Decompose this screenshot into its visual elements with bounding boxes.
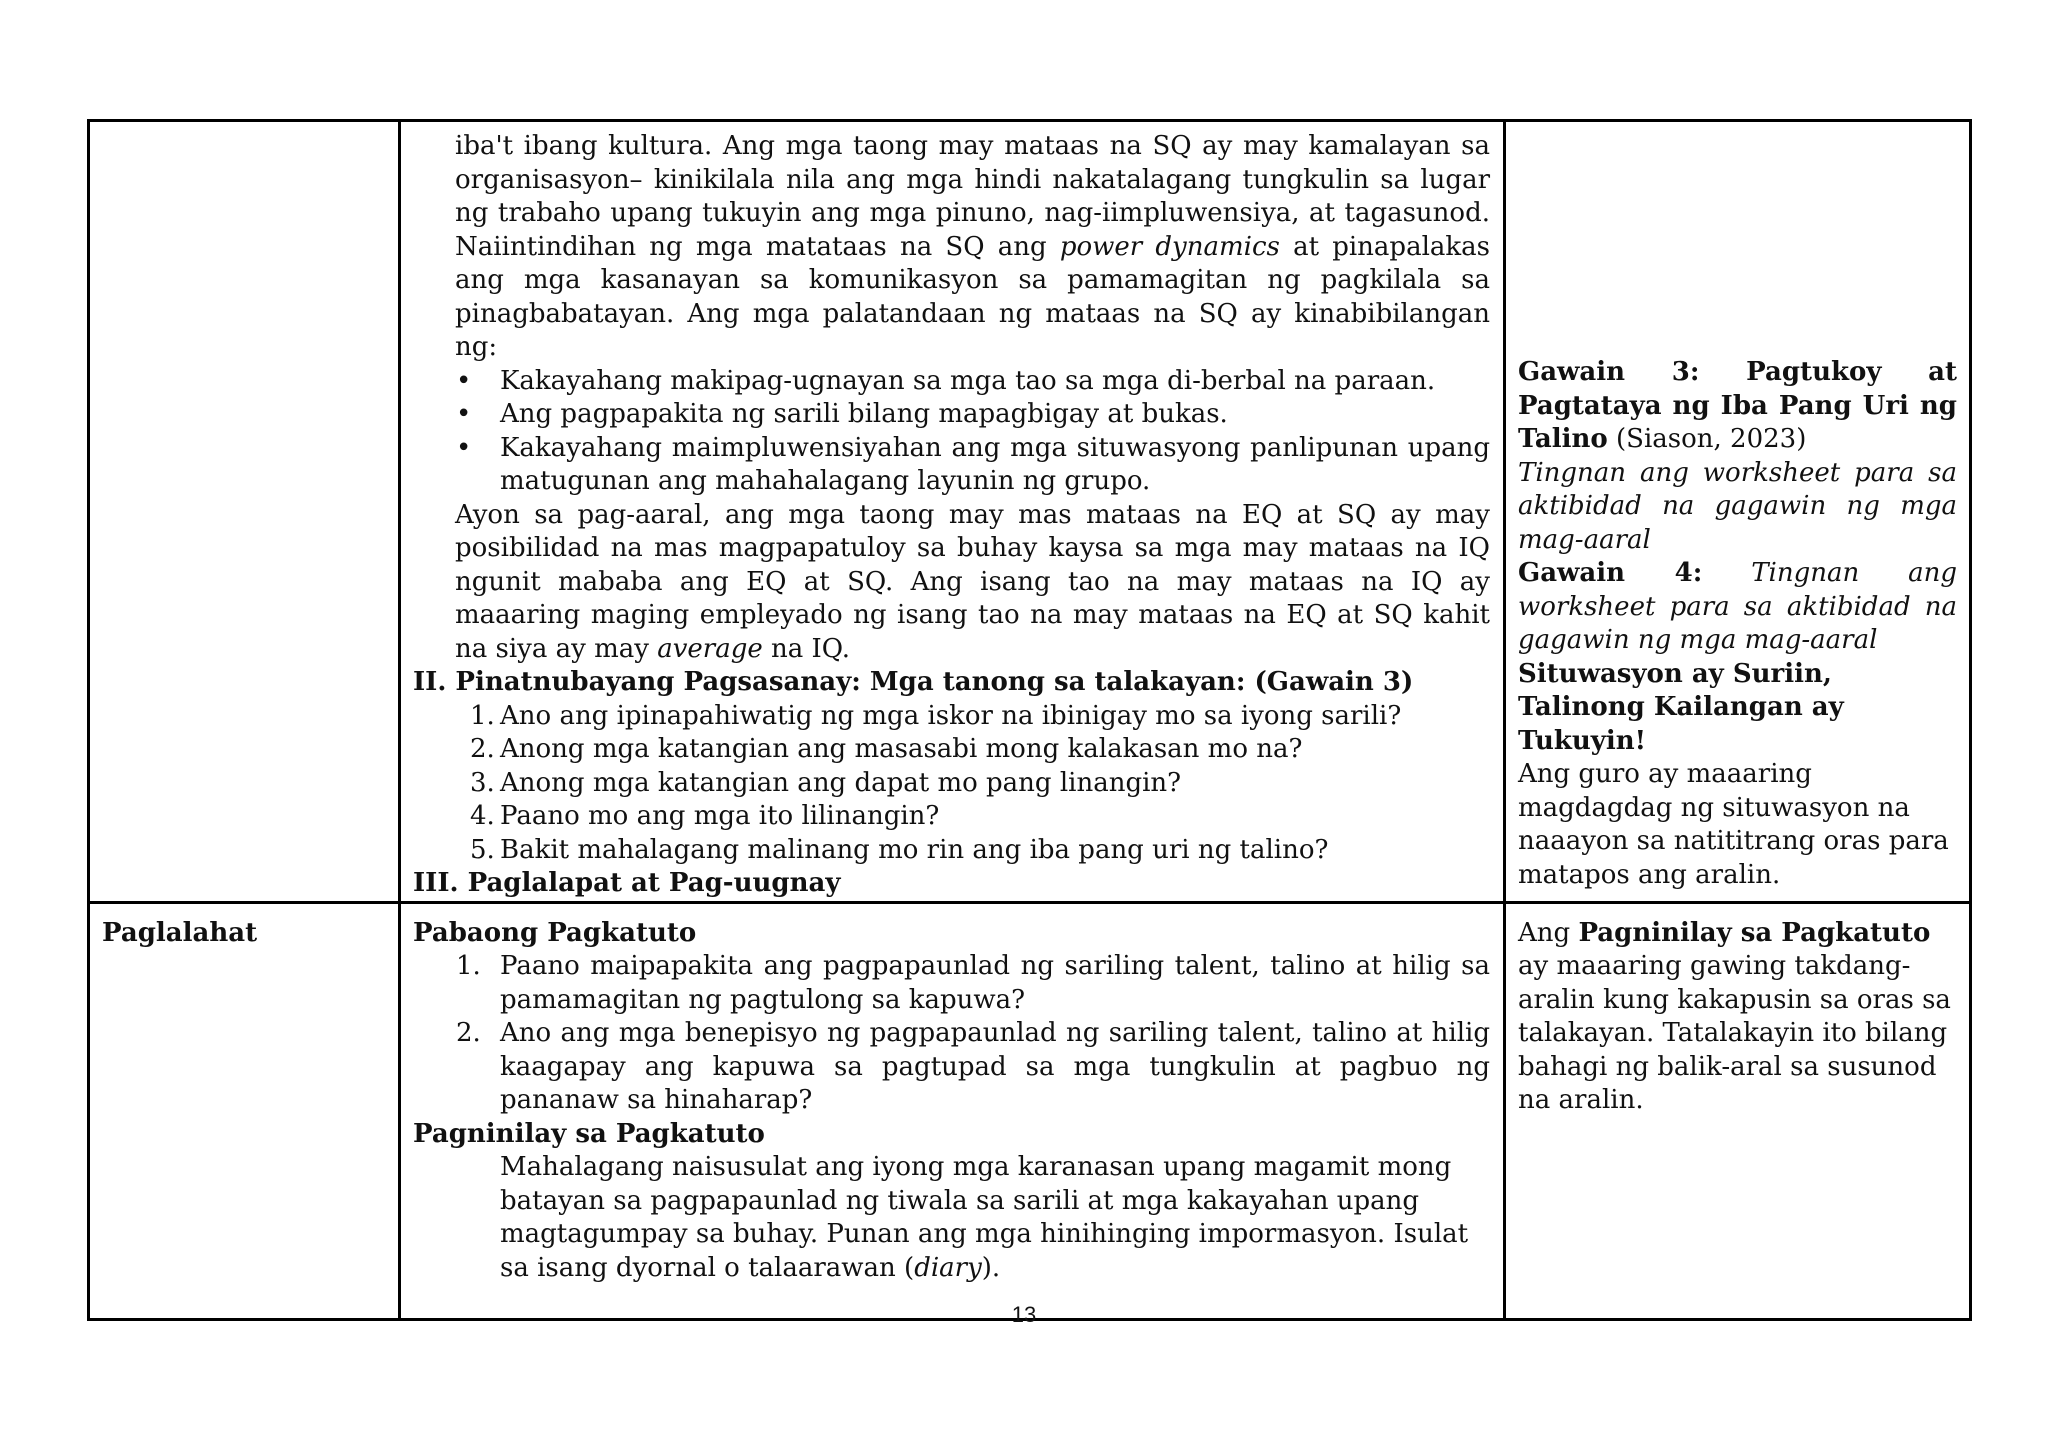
- sq-paragraph: iba't ibang kultura. Ang mga taong may mataas na SQ ay may kamalayan sa organisasyon– kinikilala nila ang mga hindi nakatalagang tungkulin sa lugar ng trabaho upang tukuyin ang mga pinuno, nag-iimpluwensiya, at tagasunod. Naiintindihan ng mga matataas na SQ ang power dynamics at pinapalakas ang mga kasanayan sa komunikasyon sa pamamagitan ng pagkilala sa pinagbabatayan. Ang mga palatandaan ng mataas na SQ ay kinabibilangan ng:: [455, 131, 1490, 362]
- stage-label: [90, 122, 398, 135]
- section-heading: III. Paglalapat at Pag-uugnay: [413, 868, 841, 898]
- discussion-questions: [413, 700, 1490, 868]
- eq-sq-paragraph: Ayon sa pag-aaral, ang mga taong may mas mataas na EQ at SQ ay may posibilidad na mas magpapatuloy sa buhay kaysa sa mga may mataas na IQ ngunit mababa ang EQ at SQ. Ang isang tao na may mataas na IQ ay maaaring maging empleyado ng isang tao na may mataas na EQ at SQ kahit na siya ay may average na IQ.: [455, 499, 1490, 664]
- table-row: [89, 121, 1971, 903]
- section-heading: Pabaong Pagkatuto: [413, 917, 697, 948]
- bullet-icon: •: [456, 399, 472, 429]
- list-item: • Kakayahang maimpluwensiyahan ang mga situwasyong panlipunan upang matugunan ang mahahalagang layunin ng grupo.: [456, 432, 1490, 496]
- activity-cell: [400, 121, 1505, 903]
- page-number: 13: [1011, 1302, 1037, 1327]
- list-item: 2. Ano ang mga benepisyo ng pagpapaunlad ng sariling talent, talino at hilig kaagapay ang kapuwa sa pagtupad sa mga tungkulin at pagbuo ng pananaw sa hinaharap?: [456, 1018, 1490, 1115]
- list-item: 1. Ano ang ipinapahiwatig ng mga iskor na ibinigay mo sa iyong sarili?: [470, 700, 1402, 731]
- list-item: 2. Anong mga katangian ang masasabi mong kalakasan mo na?: [470, 734, 1303, 764]
- section-heading: Pagninilay sa Pagkatuto: [413, 1118, 765, 1149]
- stage-cell: [89, 902, 400, 1319]
- bullet-icon: •: [456, 365, 472, 396]
- reflection-paragraph: Mahalagang naisusulat ang iyong mga karanasan upang magamit mong batayan sa pagpapaunlad ng tiwala sa sarili at mga kakayahan upang magtagumpay sa buhay. Punan ang mga hinihinging impormasyon. Isulat sa isang dyornal o talaarawan (diary).: [500, 1152, 1469, 1283]
- gawain4-note: Gawain 4: Tingnan ang worksheet para sa aktibidad na gagawin ng mga mag-aaral: [1518, 558, 1957, 655]
- notes-cell: [1505, 121, 1971, 903]
- pabaong-questions: [413, 950, 1490, 1118]
- activity-cell: [400, 902, 1505, 1319]
- table-row: [89, 902, 1971, 1319]
- notes-cell: [1505, 902, 1971, 1319]
- bullet-icon: •: [456, 432, 472, 463]
- list-item: 1. Paano maipapakita ang pagpapaunlad ng sariling talent, talino at hilig sa pamamagitan ng pagtulong sa kapuwa?: [456, 951, 1490, 1015]
- stage-cell: [89, 121, 400, 903]
- situwasyon-note: Ang guro ay maaaring magdagdag ng situwasyon na naaayon sa natititrang oras para matapos ang aralin.: [1518, 759, 1949, 890]
- lesson-plan-table: [87, 119, 1972, 1321]
- list-item: 5. Bakit mahalagang malinang mo rin ang iba pang uri ng talino?: [470, 834, 1329, 865]
- sq-signs-list: [413, 365, 1490, 499]
- list-item: 3. Anong mga katangian ang dapat mo pang linangin?: [470, 767, 1182, 798]
- gawain3-title: Gawain 3: Pagtukoy at Pagtataya ng Iba Pang Uri ng Talino (Siason, 2023): [1518, 357, 1957, 454]
- list-item: 4. Paano mo ang mga ito lilinangin?: [470, 801, 940, 831]
- list-item: • Ang pagpapakita ng sarili bilang mapagbigay at bukas.: [500, 398, 1490, 432]
- gawain3-note: Tingnan ang worksheet para sa aktibidad na gagawin ng mga mag-aaral: [1518, 457, 1957, 555]
- section-heading: II. Pinatnubayang Pagsasanay: Mga tanong sa talakayan: (Gawain 3): [413, 667, 1414, 697]
- homework-note: Ang Pagninilay sa Pagkatuto ay maaaring gawing takdang-aralin kung kakapusin sa oras sa talakayan. Tatalakayin ito bilang bahagi ng balik-aral sa susunod na aralin.: [1518, 917, 1951, 1115]
- list-item: • Kakayahang makipag-ugnayan sa mga tao sa mga di-berbal na paraan.: [500, 365, 1490, 399]
- situwasyon-title: Situwasyon ay Suriin, Talinong Kailangan ay Tukuyin!: [1518, 658, 1844, 756]
- stage-label: Paglalahat: [102, 917, 258, 948]
